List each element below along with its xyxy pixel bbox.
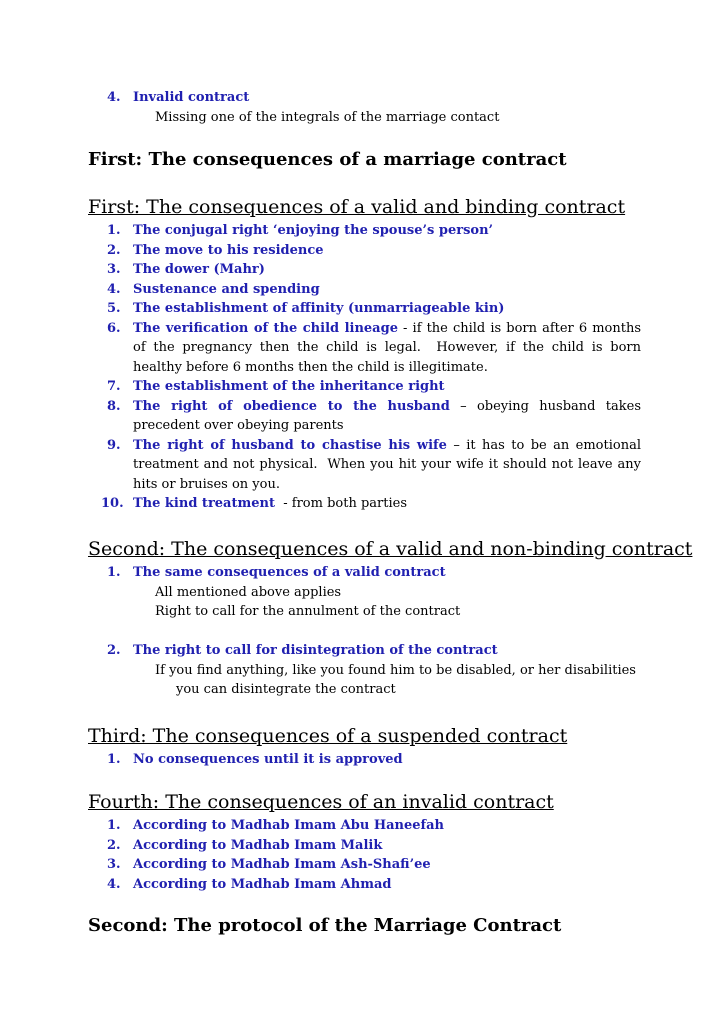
item-number: 10. [101, 496, 124, 511]
item-label: Invalid contract [133, 90, 250, 105]
item-number: 2. [107, 242, 121, 258]
list-item [0, 855, 641, 875]
section-title: Second: The consequences of a valid and non-binding contract [88, 538, 693, 560]
list-item [0, 241, 641, 261]
item-label: The move to his residence [133, 242, 324, 258]
item-label: According to Madhab Imam Ash-Shafi’ee [133, 857, 431, 872]
section-invalid [0, 790, 641, 894]
item-number: 7. [107, 379, 121, 394]
item-number: 6. [107, 320, 121, 336]
item-label: The kind treatment [133, 496, 275, 511]
item-number: 1. [107, 565, 121, 580]
item-label: According to Madhab Imam Abu Haneefah [133, 818, 444, 833]
list-item [0, 299, 641, 319]
item-list [0, 750, 641, 770]
item-number: 8. [107, 398, 121, 414]
heading-second: Second: The protocol of the Marriage Contract [88, 915, 562, 936]
item-detail: Missing one of the integrals of the marriage contact [155, 109, 500, 125]
list-item [0, 836, 641, 856]
heading-first: First: The consequences of a marriage contract [88, 149, 567, 170]
item-label: The verification of the child lineage [133, 320, 398, 336]
item-label: According to Madhab Imam Malik [133, 837, 383, 853]
item-text: - from both parties [274, 496, 407, 511]
list-item [0, 280, 641, 300]
section-suspended [0, 724, 641, 770]
item-label: The conjugal right ‘enjoying the spouse’s person’ [133, 223, 494, 238]
list-item [0, 377, 641, 397]
item-text: - if the child is born after 6 months of the pregnancy then the child is legal. However, if the child is born healthy before 6 months then the child is illegitimate. [133, 320, 646, 375]
list-item [0, 494, 641, 514]
item-label: The right of obedience to the husband [133, 398, 450, 414]
section-title: Fourth: The consequences of an invalid contract [88, 791, 554, 813]
item-number: 2. [107, 643, 121, 658]
item-label: The dower (Mahr) [133, 262, 265, 277]
list-item [0, 875, 641, 895]
item-label: The establishment of affinity (unmarriageable kin) [133, 301, 505, 316]
item-label: The same consequences of a valid contract [133, 565, 446, 580]
list-item [0, 260, 641, 280]
item-label: The right to call for disintegration of the contract [133, 643, 498, 658]
item-detail: If you find anything, like you found him to be disabled, or her disabilities [155, 662, 636, 678]
item-detail: All mentioned above applies [155, 584, 342, 600]
list-item [0, 319, 646, 378]
section-valid-binding [0, 195, 646, 514]
item-list [0, 221, 646, 514]
item-number: 2. [107, 837, 121, 853]
section-title: Third: The consequences of a suspended contract [88, 725, 568, 747]
item-number: 1. [107, 223, 121, 238]
list-item [0, 436, 646, 495]
item-detail: Right to call for the annulment of the contract [155, 604, 461, 619]
section-valid-nonbinding [0, 537, 692, 700]
list-item [0, 816, 641, 836]
item-label: According to Madhab Imam Ahmad [133, 876, 392, 892]
item-number: 4. [107, 281, 121, 297]
item-number: 5. [107, 301, 121, 316]
item-number: 1. [107, 752, 121, 767]
item-label: No consequences until it is approved [133, 752, 403, 767]
top-item [0, 88, 641, 127]
list-item [0, 397, 646, 436]
list-item [0, 221, 641, 241]
item-label: The establishment of the inheritance right [133, 379, 445, 394]
item-number: 3. [107, 262, 121, 277]
item-number: 4. [107, 90, 121, 105]
list-item [0, 88, 641, 108]
item-number: 4. [107, 876, 121, 892]
item-text: – it has to be an emotional treatment and not physical. When you hit your wife it should not leave any hits or bruises on you. [133, 437, 646, 492]
list-item [0, 641, 641, 661]
list-item [0, 750, 641, 770]
section-title: First: The consequences of a valid and binding contract [88, 196, 626, 218]
item-number: 9. [107, 437, 121, 453]
item-text: – obeying husband takes precedent over obeying parents [133, 398, 646, 433]
list-item [0, 563, 641, 583]
item-number: 3. [107, 857, 121, 872]
item-label: Sustenance and spending [133, 281, 320, 297]
item-detail: you can disintegrate the contract [176, 682, 396, 697]
item-list [0, 816, 641, 894]
item-number: 1. [107, 818, 121, 833]
item-label: The right of husband to chastise his wife [133, 437, 447, 453]
